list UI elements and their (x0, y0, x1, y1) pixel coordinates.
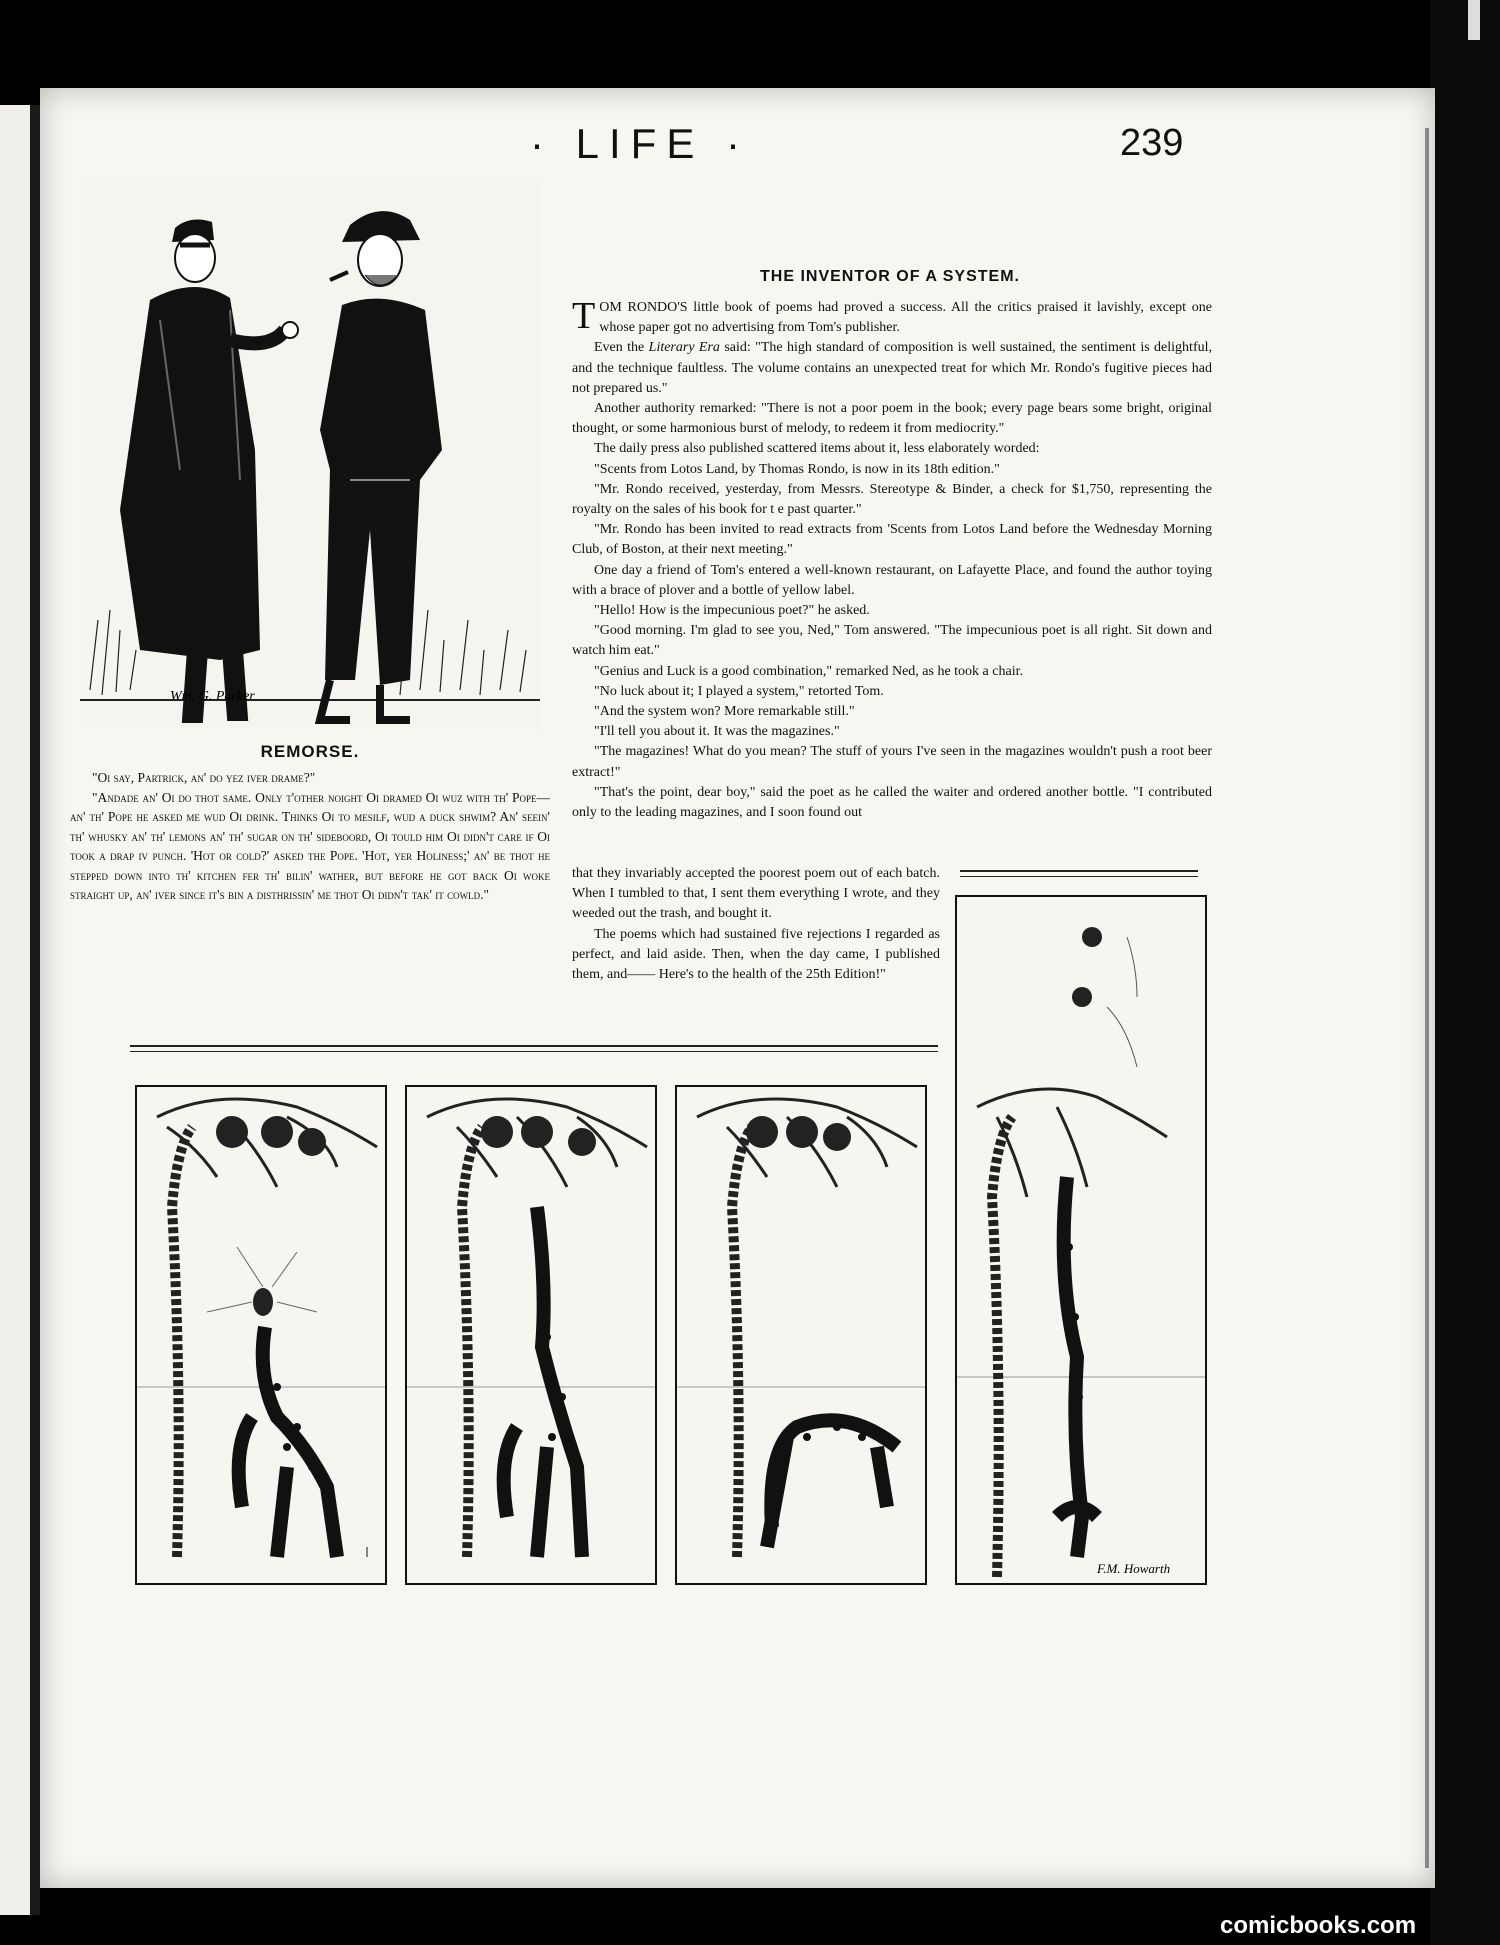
lit-era-post: said: "The high standard of composition is well sustained, the sentiment is delightful, and the technique faultless. The volume contains an unexpected treat for which Mr. Rondo's fugitive pieces had not prepared us." (572, 340, 1212, 396)
story-paragraph: "Scents from Lotos Land, by Thomas Rondo, is now in its 18th edition." (594, 461, 1000, 477)
story-paragraph: One day a friend of Tom's entered a well-known restaurant, on Lafayette Place, and found the author toying with a brace of plover and a bottle of yellow label. (572, 562, 1212, 598)
page-border-rule (1425, 128, 1429, 1868)
story-column-narrow (572, 864, 940, 985)
story-paragraph: that they invariably accepted the poorest poem out of each batch. When I tumbled to that, I sent them everything I wrote, and they weeded out the trash, and bought it. (572, 866, 940, 922)
story-paragraph: "Hello! How is the impecunious poet?" he asked. (594, 603, 870, 619)
story-paragraph: "No luck about it; I played a system," retorted Tom. (594, 683, 884, 699)
section-divider (130, 1045, 938, 1047)
story-paragraph: The daily press also published scattered items about it, less elaborately worded: (594, 441, 1040, 457)
comic-panel-3 (675, 1085, 927, 1585)
left-page-edge (0, 105, 30, 1915)
story-literary-era-paragraph (572, 338, 1212, 399)
story-paragraph: "That's the point, dear boy," said the poet as he called the waiter and ordered another bottle. "I contributed only to the leading magazines, and I soon found out (572, 784, 1212, 821)
story-first-text: OM RONDO'S little book of poems had proved a success. All the critics praised it lavishly, except one whose paper got no advertising from Tom's publisher. (599, 300, 1212, 336)
story-paragraph: "Good morning. I'm glad to see you, Ned," Tom answered. "The impecunious poet is all right. Sit down and watch him eat." (572, 623, 1212, 659)
section-divider (960, 870, 1198, 872)
remorse-illustration (80, 180, 540, 730)
story-paragraph: "The magazines! What do you mean? The stuff of yours I've seen in the magazines wouldn't push a root beer extract!" (572, 744, 1212, 780)
story-first-paragraph (572, 295, 1212, 338)
section-divider (960, 876, 1198, 877)
remorse-line-1: "Oi say, Partrick, an' do yez iver drame?" (92, 770, 316, 785)
lit-era-name: Literary Era (648, 340, 720, 356)
right-page-edge (1430, 0, 1500, 1945)
remorse-caption: REMORSE. (260, 742, 360, 761)
story-paragraph: "And the system won? More remarkable still." (594, 704, 855, 720)
story-paragraph: "Mr. Rondo received, yesterday, from Messrs. Stereotype & Binder, a check for $1,750, representing the royalty on the sales of his book for t e past quarter." (572, 481, 1212, 518)
comic-panel-2 (405, 1085, 657, 1585)
watermark: comicbooks.com (1220, 1912, 1417, 1939)
story-paragraph: "I'll tell you about it. It was the magazines." (594, 724, 840, 740)
binding-spine (30, 105, 40, 1915)
remorse-line-2: "Andade an' Oi do thot same. Only t'other noight Oi dramed Oi wuz with th' Pope—an' th' Pope he asked me wud Oi drink. Thinks Oi to mesilf, wud a duck shwim? An' seein' th' whusky an' th' lemons an' th' sugar on th' sideboord, Oi tould him Oi didn't care if Oi took a drap iv punch. 'Hot or cold?' asked the Pope. 'Hot, yer Holiness;' an' be thot he stepped down into th' kitchen fer th' bilin' wather, but before he got back Oi woke straight up, an' iver since it's bin a disthrissin' me thot Oi didn't tak' it cowld." (70, 789, 550, 902)
comic-artist-signature: F.M. Howarth (1097, 1561, 1171, 1576)
story-title: THE INVENTOR OF A SYSTEM. (760, 268, 1020, 285)
story-dropcap: T (572, 295, 596, 337)
remorse-artist-signature: Wm. G. Parker (170, 689, 255, 704)
lit-era-pre: Even the (594, 340, 649, 356)
comic-panel-4 (955, 895, 1207, 1585)
section-divider (130, 1051, 938, 1052)
story-paragraph: "Genius and Luck is a good combination," remarked Ned, as he took a chair. (594, 663, 1023, 679)
comic-panel-1 (135, 1085, 387, 1585)
remorse-dialogue (70, 768, 550, 905)
story-paragraph: "Mr. Rondo has been invited to read extracts from 'Scents from Lotos Land before the Wednesday Morning Club, of Boston, at their next meeting." (572, 522, 1212, 558)
story-paragraph: The poems which had sustained five rejections I regarded as perfect, and laid aside. Then, when the day came, I published them, and—— Here's to the health of the 25th Edition!" (572, 926, 940, 983)
masthead-title: · LIFE · (530, 120, 751, 167)
story-paragraph: Another authority remarked: "There is not a poor poem in the book; every page bears some bright, original thought, or some harmonious burst of melody, to redeem it from mediocrity." (572, 401, 1212, 437)
page-number: 239 (1120, 122, 1184, 164)
story-column (572, 295, 1212, 823)
